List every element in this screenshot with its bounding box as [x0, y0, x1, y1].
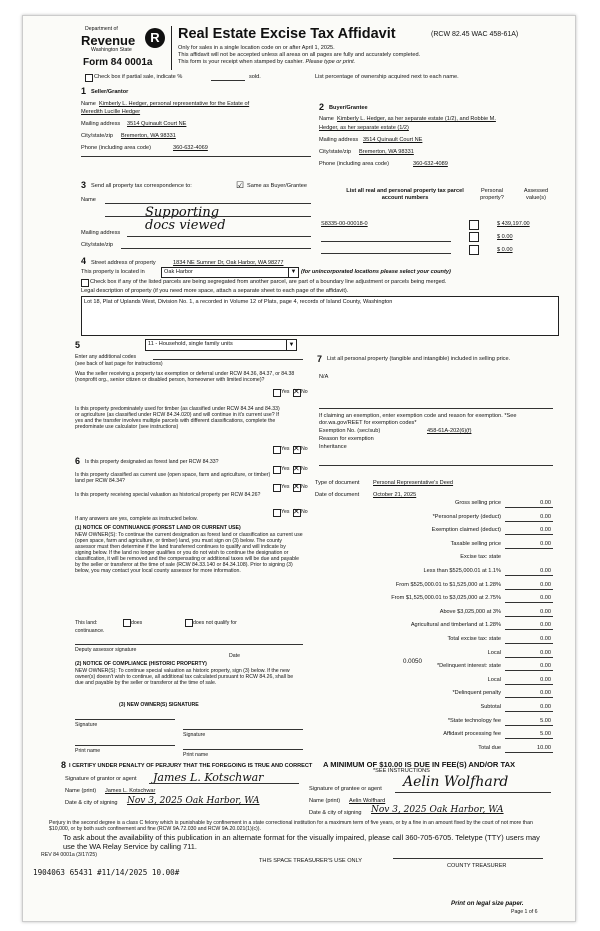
tax-row-value[interactable]: 0.00: [540, 636, 551, 642]
tax-row-line: [505, 521, 553, 522]
affidavit-page: [22, 15, 576, 922]
forest-question: Is this property designated as forest land per RCW 84.33?: [85, 459, 219, 465]
current-use-yes-label: Yes: [281, 484, 290, 490]
tax-row-value[interactable]: 0.00: [540, 622, 551, 629]
header-note-3-italic: Please type or print.: [305, 59, 356, 65]
exemption-question: Was the seller receiving a property tax exemption or deferral under RCW 84.36, 84.37, or 84.38 (nonprofit org., senior citizen or disabled person, homeowner with limited income)?: [75, 371, 295, 383]
parcel-number-3[interactable]: [321, 253, 451, 254]
owner-signature-field-2[interactable]: [183, 729, 303, 730]
buyer-name-label: Name: [319, 116, 334, 122]
historic-no-label: No: [301, 509, 308, 515]
signature-label-2: Signature: [183, 732, 206, 738]
grantee-name-label: Name (print): [309, 798, 341, 804]
tax-row-label: Subtotal: [480, 704, 501, 710]
any-yes-note: If any answers are yes, complete as instructed below.: [75, 516, 198, 522]
header-note-1: Only for sales in a single location code on or after April 1, 2025.: [178, 45, 335, 51]
grantee-name-value[interactable]: Aelin Wolfhard: [349, 798, 386, 804]
grantee-signature-label: Signature of grantee or agent: [309, 786, 382, 792]
tax-row-label: Less than $525,000.01 at 1.1%: [423, 568, 501, 574]
tax-row-value[interactable]: 0.00: [540, 513, 551, 520]
legal-label: Legal description of property (if you need more space, attach a separate sheet to each page of the affidavit).: [81, 288, 349, 294]
seller-name-value[interactable]: Kimberly L. Hedger, personal representative for the Estate of: [99, 101, 250, 107]
tax-row-value[interactable]: 5.00: [540, 717, 551, 724]
seller-name-value-2[interactable]: Meredith Lucille Hedger: [81, 109, 141, 115]
notice-1-title: (1) NOTICE OF CONTINUANCE (FOREST LAND OR CURRENT USE): [75, 525, 241, 531]
reason-value[interactable]: Inheritance: [319, 444, 347, 450]
reason-rule: [319, 465, 553, 466]
tax-row-line: [505, 738, 553, 739]
assessed-value-header: Assessed value(s): [523, 188, 549, 201]
does-label: does: [131, 620, 143, 626]
tax-row-label: Local: [487, 649, 501, 656]
land-use-select[interactable]: [145, 339, 297, 351]
timber-yes-label: Yes: [281, 446, 290, 452]
segregated-label: Check box if any of the listed parcels are being segregated from another parcel, are part of a boundary line adjustment or parcels being merged.: [90, 279, 447, 285]
grantor-signature-label: Signature of grantor or agent: [65, 776, 137, 782]
seller-address-value[interactable]: 3514 Quinault Court NE: [127, 121, 187, 127]
located-label: This property is located in: [81, 269, 145, 275]
street-label: Street address of property: [91, 260, 156, 266]
tax-row-line: [505, 534, 553, 535]
reason-label: Reason for exemption: [319, 436, 374, 442]
additional-codes-label: Enter any additional codes: [75, 354, 137, 360]
buyer-title: Buyer/Grantee: [329, 105, 368, 111]
tax-row-value[interactable]: 0.00: [540, 704, 551, 710]
tax-row-line: [505, 670, 553, 671]
historic-yes-checkbox[interactable]: [273, 509, 281, 517]
buyer-phone-label: Phone (including area code): [319, 161, 389, 167]
tax-row-value[interactable]: 5.00: [540, 731, 551, 738]
notice-2-body: NEW OWNER(S): To continue special valuation as historic property, sign (3) below. If the new owner(s) doesn't wish to continue, all additional tax calculated pursuant to RCW 84.26, shall be due and payable by the seller or transferor at the time of sale.: [75, 668, 294, 686]
legal-description-value: Lot 18, Plat of Uplands West, Division No. 1, a recorded in Volume 12 of Plats, page 4, records of Island County, Washington: [84, 299, 393, 305]
segregated-checkbox[interactable]: [81, 279, 89, 287]
location-select-value: Oak Harbor: [164, 269, 193, 275]
grantee-signature[interactable]: Aelin Wolfhard: [403, 774, 509, 790]
forest-no-checkbox[interactable]: ✕: [293, 464, 300, 473]
grantor-name-value[interactable]: James L. Kotschwar: [105, 788, 156, 794]
section-4-number: 4: [81, 256, 87, 266]
tax-row-label: Affidavit processing fee: [443, 731, 501, 738]
tax-row-label: Gross selling price: [454, 500, 501, 506]
dept-line3: Washington State: [91, 47, 132, 53]
seller-address-label: Mailing address: [81, 121, 121, 127]
certification-statement: I CERTIFY UNDER PENALTY OF PERJURY THAT THE FOREGOING IS TRUE AND CORRECT: [69, 763, 313, 769]
tax-row-value[interactable]: 0.00: [540, 595, 551, 602]
exemption-yes-checkbox[interactable]: [273, 389, 281, 397]
handwritten-docs-viewed: docs viewed: [145, 218, 226, 233]
header-note-2: This affidavit will not be accepted unless all areas on all pages are fully and accurately completed.: [178, 52, 421, 58]
exemption-no-value[interactable]: 458-61A-202(6)(f): [427, 428, 472, 434]
chevron-down-icon[interactable]: ▼: [288, 268, 298, 277]
grantee-signature-line: [395, 792, 551, 793]
tax-row-value[interactable]: 0.00: [540, 581, 551, 588]
owner-print-name-field-1[interactable]: [75, 745, 175, 746]
new-owner-signature-title: (3) NEW OWNER(S) SIGNATURE: [119, 702, 199, 708]
tax-row-value[interactable]: 0.00: [540, 690, 551, 697]
county-treasurer: COUNTY TREASURER: [447, 863, 507, 869]
correspondence-address-label: Mailing address: [81, 230, 121, 236]
historic-question: Is this property receiving special valuation as historical property per RCW 84.26?: [75, 492, 261, 498]
partial-sale-checkbox[interactable]: [85, 74, 93, 82]
notice-2-title: (2) NOTICE OF COMPLIANCE (HISTORIC PROPERTY): [75, 661, 207, 667]
tax-row-value[interactable]: 0.00: [540, 540, 551, 547]
tax-row-label: Taxable selling price: [450, 540, 501, 547]
buyer-name-value-2[interactable]: Hedger, as her separate estate (1/2): [319, 125, 409, 131]
tax-row-line: [505, 589, 553, 590]
correspondence-address-field[interactable]: [127, 236, 311, 237]
doc-type-value[interactable]: Personal Representative's Deed: [373, 480, 454, 486]
deputy-signature-label: Deputy assessor signature: [75, 647, 137, 653]
tax-row-label: From $1,525,000.01 to $3,025,000 at 2.75%: [391, 595, 501, 602]
seller-city-label: City/state/zip: [81, 133, 114, 139]
notice-1-body: NEW OWNER(S): To continue the current designation as forest land or classification as current use (open space, farm and agriculture, or timber) land, you must sign on (3) below. The county assessor must then determine if the land transferred continues to qualify and will indicate by signing below. If the land no longer qualifies or you do not wish to continue the designation or classification, it will be removed and the compensating or additional taxes will be due and payable by the seller or transferor at the time of sale (RCW 84.33.140 or 84.34.108). Prior to signing (3) below, you may contact your local county assessor for more information.: [75, 532, 303, 574]
correspondence-city-label: City/state/zip: [81, 242, 114, 248]
current-use-question: Is this property classified as current use (open space, farm and agriculture, or timber) land per RCW 84.34?: [75, 472, 271, 484]
buyer-city-label: City/state/zip: [319, 149, 352, 155]
tax-row-label: Exemption claimed (deduct): [431, 527, 501, 534]
section-7-number: 7: [317, 354, 323, 364]
tax-row-line: [505, 507, 553, 508]
section-8-number: 8: [61, 760, 67, 770]
personal-property-checkbox-1[interactable]: [469, 220, 479, 230]
tax-row-line: [505, 643, 553, 644]
print-name-label-2: Print name: [183, 752, 209, 758]
section-5-number: 5: [75, 340, 81, 350]
tax-row-label: Excise tax: state: [460, 554, 501, 561]
tax-row-line: [505, 711, 553, 712]
seller-rule: [81, 156, 311, 157]
buyer-name-value[interactable]: Kimberly L. Hedger, as her separate estate (1/2), and Robbie M.: [337, 116, 496, 122]
tax-row-label: *State technology fee: [447, 717, 501, 724]
ownership-label: List percentage of ownership acquired next to each name.: [315, 74, 459, 80]
doc-date-label: Date of document: [315, 492, 360, 498]
this-land-label: This land:: [75, 620, 98, 626]
grantor-signature[interactable]: James L. Kotschwar: [153, 771, 264, 784]
tax-row-line: [505, 697, 553, 698]
availability-notice: To ask about the availability of this publication in an alternate format for the visually impaired, please call 360-705-6705. Teletype (TTY) users may use the WA Relay Service by calling 711.: [63, 833, 540, 851]
tax-row-value[interactable]: 0.00: [540, 568, 551, 574]
legal-description-box[interactable]: [81, 296, 559, 336]
legal-paper-note: Print on legal size paper.: [451, 900, 524, 907]
deputy-date-label: Date: [229, 653, 240, 659]
grantee-date-label: Date & city of signing: [309, 810, 362, 816]
current-use-no-label: No: [301, 484, 308, 490]
treasurer-line: [393, 858, 543, 859]
exemption-no-label: Exemption No. (sec/sub): [319, 428, 381, 434]
continuance-label: continuance.: [75, 628, 105, 634]
street-value[interactable]: 1834 NE Sumner Dr, Oak Harbor, WA 98277: [173, 260, 284, 266]
grantor-signature-line: [149, 783, 299, 784]
seller-title: Seller/Grantor: [91, 89, 129, 95]
assessed-value-1[interactable]: $ 439,197.00: [497, 221, 530, 227]
tax-row-value[interactable]: 0.00: [540, 663, 551, 670]
dept-line1: Department of: [85, 26, 118, 32]
partial-sale-percent-field[interactable]: [211, 80, 245, 81]
additional-codes-label-2: (see back of last page for instructions): [75, 361, 163, 367]
page-number: Page 1 of 6: [511, 909, 538, 915]
current-use-no-checkbox[interactable]: ✕: [293, 482, 300, 491]
historic-yes-label: Yes: [281, 509, 290, 515]
section-6-number: 6: [75, 456, 81, 466]
sold-label: sold.: [249, 74, 261, 80]
tax-row-label: *Personal property (deduct): [432, 513, 501, 520]
treasurer-use: THIS SPACE TREASURER'S USE ONLY: [259, 858, 363, 864]
signature-label-1: Signature: [75, 722, 98, 728]
section-1-number: 1: [81, 86, 87, 96]
parcel-number-2[interactable]: [321, 241, 451, 242]
correspondence-city-field[interactable]: [121, 248, 311, 249]
tax-row-value[interactable]: 10.00: [537, 744, 551, 751]
grantee-date-value[interactable]: Nov 3, 2025 Oak Harbor, WA: [371, 805, 504, 815]
print-name-label-1: Print name: [75, 748, 101, 754]
personal-property-checkbox-2[interactable]: [469, 232, 479, 242]
correspondence-name-field[interactable]: [105, 203, 311, 204]
correspondence-name-label: Name: [81, 197, 96, 203]
seller-city-value[interactable]: Bremerton, WA 98331: [121, 133, 176, 139]
additional-codes-field[interactable]: [153, 359, 303, 360]
personal-property-rule: [319, 408, 553, 409]
correspondence-rule: [105, 216, 311, 217]
tax-row-line: [505, 629, 553, 630]
dor-logo-icon: R: [145, 28, 165, 48]
tax-row-label: From $525,000.01 to $1,525,000 at 1.28%: [395, 581, 501, 588]
chevron-down-icon[interactable]: ▼: [286, 340, 296, 350]
parcel-header: List all real and personal property tax parcel account numbers: [346, 188, 464, 201]
parcel-number-1[interactable]: S8335-00-00018-0: [321, 221, 368, 227]
tax-row-value[interactable]: 0.00: [540, 608, 551, 615]
tax-row-line: [505, 725, 553, 726]
seller-phone-label: Phone (including area code): [81, 145, 151, 151]
correspondence-label: Send all property tax correspondence to:: [91, 183, 192, 189]
tax-row-line: [505, 575, 553, 576]
timber-no-checkbox[interactable]: ✕: [293, 444, 300, 453]
exemption-no-label: No: [301, 389, 308, 395]
tax-row-label: Total due: [478, 744, 501, 751]
personal-property-header: Personal property?: [480, 188, 504, 201]
perjury-notice: Perjury in the second degree is a class C felony which is punishable by confinement in a state correctional institution for a maximum term of five years, or by a fine in an amount fixed by the court of not more than $10,000, or by both such confinement and fine (RCW 9A.72.030 and RCW 9A.20.021(1)(c)).: [49, 820, 533, 832]
exemption-yes-label: Yes: [281, 389, 290, 395]
tax-row-line: [505, 548, 553, 549]
seller-phone-value[interactable]: 360-632-4069: [173, 145, 208, 151]
grantor-date-value[interactable]: Nov 3, 2025 Oak Harbor, WA: [127, 796, 260, 806]
partial-sale-label: Check box if partial sale, indicate %: [94, 74, 183, 80]
owner-print-name-field-2[interactable]: [183, 749, 303, 750]
section-3-number: 3: [81, 180, 87, 190]
tax-row-label: *Delinquent penalty: [452, 690, 501, 697]
doc-date-value[interactable]: October 21, 2025: [373, 492, 417, 498]
grantor-name-label: Name (print): [65, 788, 97, 794]
tax-row-line: [505, 602, 553, 603]
timber-yes-checkbox[interactable]: [273, 446, 281, 454]
does-checkbox[interactable]: [123, 619, 131, 627]
location-select[interactable]: [161, 267, 299, 278]
tax-row-value[interactable]: 0.00: [540, 500, 551, 506]
grantor-date-label: Date & city of signing: [65, 800, 118, 806]
forest-yes-label: Yes: [281, 466, 290, 472]
forest-no-label: No: [301, 466, 308, 472]
local-rate: 0.0050: [403, 658, 422, 665]
assessed-value-3[interactable]: $ 0.00: [497, 247, 513, 253]
timber-question: Is this property predominately used for timber (as classified under RCW 84.34 and 84.33) or agriculture (as classified under RCW 84.34.020) and will continue in it's current use? If yes and the transfer involves multiple parcels with different classifications, complete the predominate use calculator (see instructions): [75, 406, 280, 430]
section-2-number: 2: [319, 102, 325, 112]
tax-row-line: [505, 616, 553, 617]
unincorporated-note: (for unincorporated locations please select your county): [301, 269, 451, 275]
form-number: Form 84 0001a: [83, 57, 153, 68]
personal-property-value[interactable]: N/A: [319, 374, 329, 380]
personal-property-label: List all personal property (tangible and intangible) included in selling price.: [327, 356, 511, 362]
form-statute: (RCW 82.45 WAC 458-61A): [431, 31, 519, 38]
historic-no-checkbox[interactable]: ✕: [293, 507, 300, 516]
same-as-buyer-checkbox[interactable]: ☑: [236, 180, 245, 190]
tax-row-line: [505, 752, 553, 753]
form-title: Real Estate Excise Tax Affidavit: [178, 26, 396, 42]
exemption-no-checkbox[interactable]: ✕: [293, 387, 300, 396]
doc-type-label: Type of document: [315, 480, 360, 486]
tax-row-label: Total excise tax: state: [447, 636, 501, 642]
buyer-address-value[interactable]: 3514 Quinault Court NE: [363, 137, 423, 143]
tax-row-line: [505, 657, 553, 658]
does-not-label: does not qualify for: [193, 620, 237, 626]
see-instructions: *SEE INSTRUCTIONS: [373, 768, 430, 774]
handwritten-supporting: Supporting: [145, 205, 220, 220]
buyer-phone-value[interactable]: 360-632-4089: [413, 161, 448, 167]
assessed-value-2[interactable]: $ 0.00: [497, 234, 513, 240]
tax-row-value[interactable]: 0.00: [540, 527, 551, 534]
exemption-intro: If claiming an exemption, enter exemption code and reason for exemption. *See dor.wa.gov/REET for exemption codes*: [319, 413, 517, 426]
tax-row-value[interactable]: 0.00: [540, 676, 551, 683]
tax-row-label: Agricultural and timberland at 1.28%: [410, 622, 501, 629]
does-not-checkbox[interactable]: [185, 619, 193, 627]
tax-row-line: [505, 684, 553, 685]
buyer-address-label: Mailing address: [319, 137, 359, 143]
tax-row-label: *Delinquent interest: state: [436, 663, 501, 670]
current-use-yes-checkbox[interactable]: [273, 484, 281, 492]
personal-property-checkbox-3[interactable]: [469, 245, 479, 255]
owner-signature-field-1[interactable]: [75, 719, 175, 720]
same-as-buyer-label: Same as Buyer/Grantee: [247, 183, 308, 189]
deputy-signature-field[interactable]: [75, 644, 303, 645]
header-note-3: This form is your receipt when stamped by cashier. Please type or print.: [178, 59, 356, 65]
tax-row-value[interactable]: 0.00: [540, 649, 551, 656]
land-use-value: 11 - Household, single family units: [148, 341, 233, 347]
treasurer-stamp: 1904063 65431 #11/14/2025 10.00#: [33, 868, 180, 877]
rev-number: REV 84 0001a (3/17/25): [41, 852, 97, 858]
minimum-note: A MINIMUM OF $10.00 IS DUE IN FEE(S) AND/OR TAX: [323, 760, 516, 769]
timber-no-label: No: [301, 446, 308, 452]
buyer-city-value[interactable]: Bremerton, WA 98331: [359, 149, 414, 155]
dept-line2: Revenue: [81, 33, 136, 48]
seller-name-label: Name: [81, 101, 96, 107]
header-divider: [171, 26, 172, 70]
tax-row-label: Above $3,025,000 at 3%: [439, 608, 501, 615]
tax-row-label: Local: [487, 676, 501, 683]
